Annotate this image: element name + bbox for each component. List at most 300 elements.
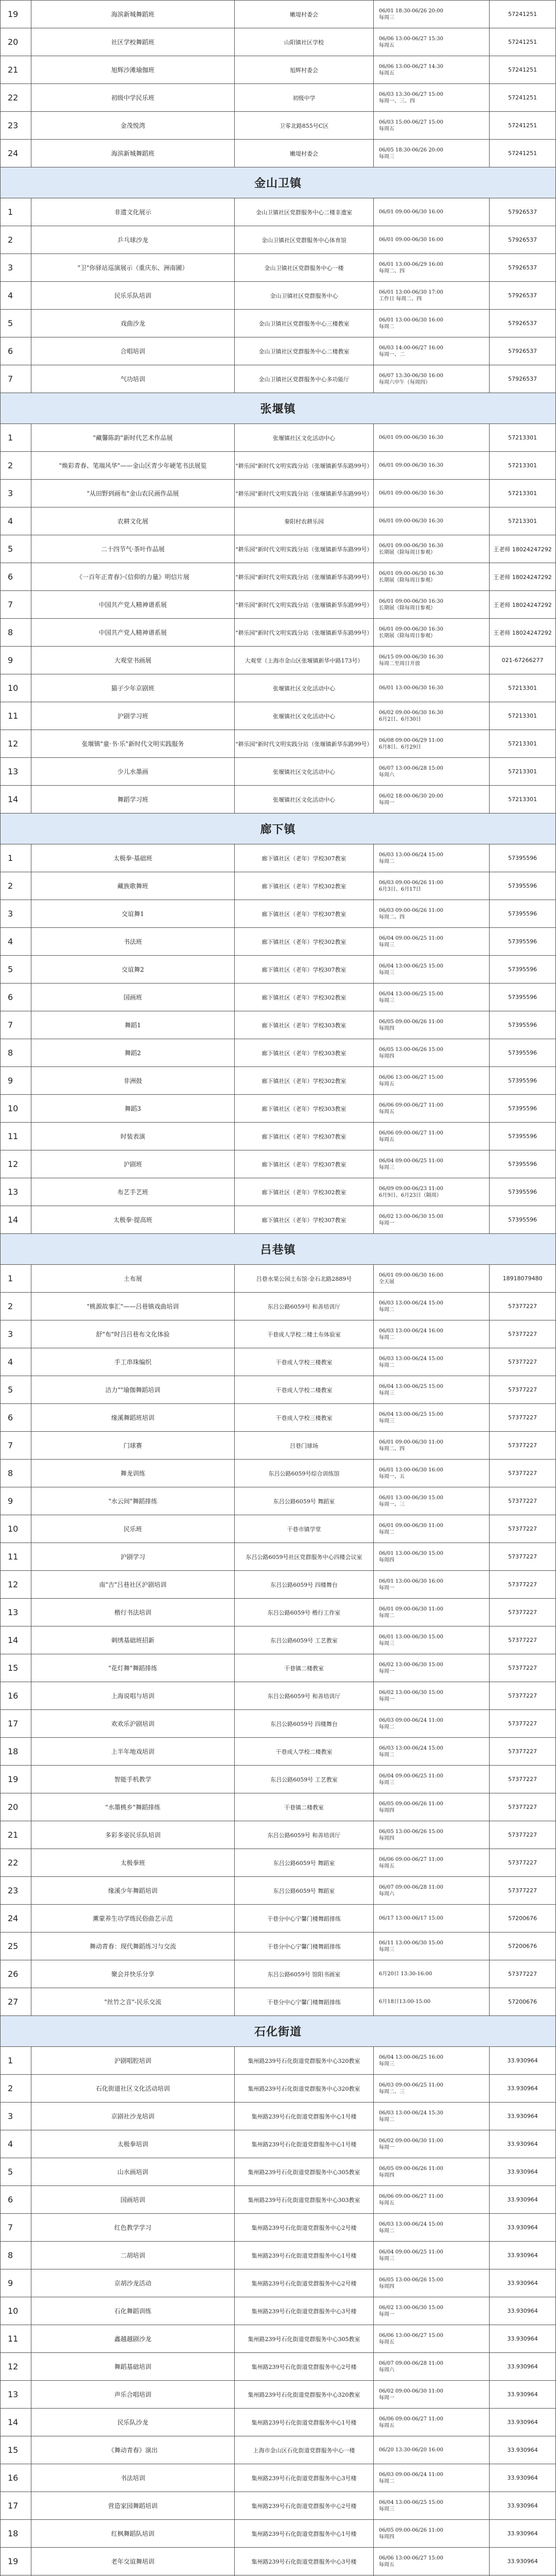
activity-location: 东吕公路6059号 舞蹈室 (234, 1877, 373, 1904)
time-range: 06/03 09:00-06/26 11:00 (379, 907, 444, 913)
table-row (0, 226, 556, 254)
contact-phone: 57395596 (489, 956, 556, 983)
time-range: 06/04 13:00-06/25 16:00 (379, 2054, 444, 2060)
time-range: 06/04 13:00-06/25 15:00 (379, 991, 444, 997)
contact-phone: 57926537 (489, 337, 556, 365)
time-range: 06/03 13:00-06/24 16:00 (379, 1328, 444, 1334)
row-number: 19 (0, 2548, 31, 2575)
table-row (0, 365, 556, 393)
row-number: 9 (0, 1487, 31, 1515)
activity-time (373, 2353, 489, 2380)
time-schedule: 每周二 (379, 2228, 394, 2234)
table-row (0, 1011, 556, 1039)
activity-name: 国画培训 (31, 2186, 234, 2213)
activity-name: 上海说唱与培训 (31, 1682, 234, 1709)
table-row (0, 1095, 556, 1123)
time-range: 06/05 18:30-06/26 20:00 (379, 147, 444, 153)
activity-time (373, 647, 489, 674)
activity-location: "耕乐园"新时代文明实践分站（张堰镇新华东路99号） (234, 563, 373, 590)
time-schedule: 每周二、四 (379, 268, 405, 274)
time-schedule: 每周一 (379, 1696, 394, 1702)
activity-time (373, 1348, 489, 1376)
contact-phone: 57241251 (489, 56, 556, 83)
activity-location: "耕乐园"新时代文明实践分站（张堰镇新华东路99号） (234, 480, 373, 507)
activity-name: 民乐班 (31, 1515, 234, 1543)
time-range: 06/01 09:00-06/30 16:30 (379, 570, 444, 577)
table-row (0, 1599, 556, 1626)
activity-location: 干巷成人学校二楼土布体验室 (234, 1320, 373, 1348)
time-range: 06/03 09:00-06/26 11:00 (379, 879, 444, 886)
contact-phone: 021-67266277 (489, 647, 556, 674)
time-range: 06/01 09:00-06/30 16:30 (379, 490, 444, 496)
activity-name: 气功培训 (31, 365, 234, 393)
activity-time (373, 2047, 489, 2074)
activity-location: 廊下镇社区（老年）学校303教室 (234, 1039, 373, 1066)
activity-name: 非遗文化展示 (31, 198, 234, 226)
time-range: 06/06 09:00-06/27 11:00 (379, 2416, 444, 2422)
activity-name: 沪剧班 (31, 1150, 234, 1178)
activity-time (373, 2409, 489, 2436)
activity-time (373, 956, 489, 983)
time-range: 06/04 09:00-06/25 11:00 (379, 935, 444, 941)
time-schedule: 每周二 (379, 1307, 394, 1313)
table-row (0, 1933, 556, 1960)
activity-location: 干巷市镇学堂 (234, 1515, 373, 1543)
activity-name: 舞蹈1 (31, 1011, 234, 1039)
activity-time (373, 702, 489, 730)
activity-name: 乒乓球沙龙 (31, 226, 234, 253)
activity-time (373, 2492, 489, 2519)
activity-name: 农耕文化展 (31, 507, 234, 535)
activity-location: 上海市金山区石化街道党群服务中心一楼 (234, 2436, 373, 2464)
activity-time (373, 984, 489, 1011)
contact-phone: 33.930964 (489, 2381, 556, 2408)
activity-time (373, 1487, 489, 1515)
time-schedule: 每周一、二 (379, 351, 405, 358)
time-schedule: 每周五 (379, 2422, 394, 2429)
activity-name: 多彩多姿民乐队培训 (31, 1821, 234, 1849)
time-schedule: 每周二、四 (379, 1446, 405, 1452)
table-row (0, 2436, 556, 2464)
table-row (0, 2214, 556, 2242)
time-range: 06/04 09:00-06/25 11:00 (379, 1158, 444, 1164)
time-schedule: 长期展（除每周日参观） (379, 577, 436, 583)
activity-time (373, 2436, 489, 2464)
time-schedule: 每周五 (379, 1109, 394, 1115)
time-range: 06/01 09:00-06/30 16:30 (379, 435, 444, 440)
activity-location: 东吕公路6059号 四楼舞台 (234, 1710, 373, 1737)
activity-name: 薰蒙养生功学练民俗曲艺示范 (31, 1905, 234, 1932)
section-header: 金山卫镇 (0, 167, 556, 198)
table-row (0, 1376, 556, 1404)
activity-location: 廊下镇社区（老年）学校307教室 (234, 1123, 373, 1150)
table-row (0, 1265, 556, 1293)
contact-phone: 57377227 (489, 1821, 556, 1849)
activity-location: 廊下镇社区（老年）学校302教室 (234, 984, 373, 1011)
time-schedule: 每周一 (379, 1668, 394, 1674)
table-row (0, 984, 556, 1011)
time-schedule: 每周三 (379, 2256, 394, 2262)
activity-time (373, 2186, 489, 2213)
time-schedule: 每周三 (379, 1164, 394, 1171)
time-schedule: 每周四 (379, 2283, 394, 2290)
row-number: 11 (0, 702, 31, 730)
activity-time (373, 1793, 489, 1821)
time-schedule: 6月8日、6月29日 (379, 744, 421, 750)
table-row (0, 2242, 556, 2269)
activity-location: "耕乐园"新时代文明实践分站（张堰镇新华东路99号） (234, 591, 373, 618)
time-schedule: 6月9日、6月23日（隔周） (379, 1192, 442, 1198)
activity-location: 东吕公路6059号 馆阳书画室 (234, 1960, 373, 1988)
table-row (0, 1682, 556, 1710)
row-number: 5 (0, 1376, 31, 1403)
time-schedule: 每周一 (379, 1220, 394, 1226)
row-number: 13 (0, 1178, 31, 1206)
activity-location: 廊下镇社区（老年）学校302教室 (234, 928, 373, 955)
time-schedule: 长期展（除每周日参观） (379, 549, 436, 555)
activity-location: 东吕公路6059号 楷行工作室 (234, 1599, 373, 1626)
table-row (0, 2492, 556, 2520)
row-number: 1 (0, 198, 31, 226)
row-number: 5 (0, 956, 31, 983)
table-row (0, 198, 556, 226)
time-range: 6月18日13:00-15:00 (379, 1999, 431, 2005)
activity-time (373, 2075, 489, 2102)
activity-location: "耕乐园"新时代文明实践分站（张堰镇新华东路99号） (234, 452, 373, 479)
activity-location: 干巷分中心宁馨门楼舞蹈排练 (234, 1988, 373, 2015)
activity-location: 廊下镇社区（老年）学校302教室 (234, 872, 373, 900)
table-row (0, 337, 556, 365)
activity-name: 手工串珠编织 (31, 1348, 234, 1376)
time-schedule: 每周三 (379, 1780, 394, 1786)
contact-phone: 57241251 (489, 140, 556, 167)
time-schedule: 每周三 (379, 997, 394, 1004)
table-row (0, 1654, 556, 1682)
activity-name: 中国共产党人精神谱系展 (31, 619, 234, 646)
activity-location: 干巷分中心宁馨门楼舞蹈排练 (234, 1905, 373, 1932)
table-row (0, 1766, 556, 1793)
row-number: 13 (0, 758, 31, 785)
time-schedule: 每周五 (379, 2200, 394, 2206)
time-schedule: 每周二 (379, 1724, 394, 1730)
time-range: 06/07 09:00-06/28 11:00 (379, 1884, 444, 1890)
row-number: 22 (0, 1849, 31, 1876)
activity-location: 廊下镇社区（老年）学校307教室 (234, 1206, 373, 1233)
contact-phone: 57395596 (489, 1178, 556, 1206)
contact-phone: 57213301 (489, 702, 556, 730)
row-number: 3 (0, 2103, 31, 2130)
time-schedule: 每周四 (379, 1025, 394, 1031)
time-range: 06/01 13:00-06/30 15:00 (379, 1550, 444, 1556)
row-number: 19 (0, 1, 31, 28)
activity-location: 干巷成人学校二楼教室 (234, 1376, 373, 1403)
time-schedule: 每周四 (379, 1835, 394, 1841)
activity-time (373, 2269, 489, 2297)
activity-name: "水云间"舞蹈排练 (31, 1487, 234, 1515)
activity-location: 廊下镇社区（老年）学校307教室 (234, 900, 373, 927)
contact-phone: 33.930964 (489, 2436, 556, 2464)
activity-time (373, 535, 489, 563)
table-row (0, 112, 556, 140)
activity-location: 金山卫镇社区党群服务中心二楼非遗室 (234, 198, 373, 226)
time-range: 06/01 13:00-06/30 16:00 (379, 1578, 444, 1584)
time-schedule: 每周四 (379, 2172, 394, 2178)
time-range: 06/02 18:00-06/30 20:00 (379, 793, 444, 799)
time-range: 06/02 09:00-06/30 11:00 (379, 2138, 444, 2144)
row-number: 18 (0, 2520, 31, 2547)
contact-phone: 57377227 (489, 1626, 556, 1654)
row-number: 8 (0, 1039, 31, 1066)
contact-phone: 57377227 (489, 1738, 556, 1765)
time-schedule: 每周五 (379, 1137, 394, 1143)
activity-name: 大观堂书画展 (31, 647, 234, 674)
contact-phone: 57377227 (489, 1515, 556, 1543)
activity-name: 交谊舞1 (31, 900, 234, 927)
activity-time (373, 872, 489, 900)
activity-time (373, 1738, 489, 1765)
contact-phone: 33.930964 (489, 2047, 556, 2074)
activity-time (373, 84, 489, 111)
contact-phone: 57213301 (489, 480, 556, 507)
activity-time (373, 254, 489, 281)
row-number: 18 (0, 1738, 31, 1765)
activity-location: 干巷分中心宁馨门楼舞蹈排练 (234, 1933, 373, 1960)
time-schedule: 工作日 每周二、四 (379, 296, 422, 302)
activity-name: 山水画培训 (31, 2158, 234, 2185)
activity-time (373, 1178, 489, 1206)
table-row (0, 56, 556, 84)
contact-phone: 57377227 (489, 1320, 556, 1348)
contact-phone: 57377227 (489, 1710, 556, 1737)
contact-phone: 57395596 (489, 1039, 556, 1066)
activity-time (373, 1682, 489, 1709)
table-row (0, 2186, 556, 2214)
time-schedule: 每周二至周日开放 (379, 660, 420, 667)
contact-phone: 57395596 (489, 872, 556, 900)
time-range: 06/03 09:00-06/24 11:00 (379, 2471, 444, 2478)
contact-phone: 33.930964 (489, 2130, 556, 2158)
activity-time (373, 1543, 489, 1570)
activity-location: 集州路239号石化街道党群服务中心305教室 (234, 2158, 373, 2185)
contact-phone: 57926537 (489, 365, 556, 393)
table-row (0, 1, 556, 28)
table-row (0, 480, 556, 507)
table-row (0, 928, 556, 956)
activity-name: "花灯舞"舞蹈排练 (31, 1654, 234, 1682)
activity-location: 初级中学 (234, 84, 373, 111)
activity-name: 舞蹈3 (31, 1095, 234, 1122)
activity-time (373, 1571, 489, 1598)
activity-name: "焕彩青春、笔端风华"——金山区青少年硬笔书法展览 (31, 452, 234, 479)
contact-phone: 57213301 (489, 786, 556, 813)
activity-time (373, 563, 489, 590)
time-schedule: 每周二、四 (379, 914, 405, 920)
time-schedule: 每周三 (379, 1640, 394, 1647)
activity-time (373, 507, 489, 535)
time-range: 06/20 13:30-06/20 16:00 (379, 2447, 444, 2453)
time-schedule: 每周一 (379, 2311, 394, 2317)
activity-name: 太极拳班 (31, 1849, 234, 1876)
table-row (0, 507, 556, 535)
contact-phone: 57395596 (489, 900, 556, 927)
contact-phone: 57241251 (489, 28, 556, 56)
activity-name: 欢欢乐沪剧培训 (31, 1710, 234, 1737)
contact-phone: 王老师 18024247292 (489, 619, 556, 646)
contact-phone: 33.930964 (489, 2214, 556, 2241)
time-schedule: 每周一、三、四 (379, 98, 415, 104)
activity-location: 干巷镇二楼教室 (234, 1793, 373, 1821)
activity-time (373, 1460, 489, 1487)
table-row (0, 28, 556, 56)
row-number: 7 (0, 365, 31, 393)
activity-name: 门球赛 (31, 1432, 234, 1459)
row-number: 14 (0, 2409, 31, 2436)
time-range: 06/03 13:00-06/24 15:00 (379, 1300, 444, 1306)
time-range: 06/04 09:00-06/25 11:00 (379, 1773, 444, 1779)
activity-location: 东吕公路6059号 舞蹈室 (234, 1487, 373, 1515)
activity-name: 太极拳·提高班 (31, 1206, 234, 1233)
activity-name: 沪剧唱腔培训 (31, 2047, 234, 2074)
row-number: 1 (0, 1265, 31, 1292)
row-number: 10 (0, 1515, 31, 1543)
contact-phone: 57377227 (489, 1682, 556, 1709)
contact-phone: 57377227 (489, 1376, 556, 1403)
activity-name: "藏馨陈韵"新时代艺术作品展 (31, 424, 234, 451)
contact-phone: 57377227 (489, 1432, 556, 1459)
time-range: 06/01 09:00-06/30 16:00 (379, 237, 444, 243)
activity-name: 鑫越越剧沙龙 (31, 2325, 234, 2352)
contact-phone: 57395596 (489, 984, 556, 1011)
activity-name: 《舞动青春》演出 (31, 2436, 234, 2464)
activity-name: 红色教学学习 (31, 2214, 234, 2241)
time-range: 06/06 09:00-06/27 11:00 (379, 1102, 444, 1108)
row-number: 8 (0, 619, 31, 646)
table-row (0, 1404, 556, 1432)
row-number: 4 (0, 507, 31, 535)
activity-location: 东吕公路6059号 四楼舞台 (234, 1571, 373, 1598)
row-number: 15 (0, 2436, 31, 2464)
activity-location: "耕乐园"新时代文明实践分站（张堰镇新华东路99号） (234, 619, 373, 646)
time-schedule: 每周五 (379, 1081, 394, 1087)
contact-phone: 57377227 (489, 1460, 556, 1487)
time-schedule: 每周一、五 (379, 1473, 405, 1480)
activity-time (373, 2325, 489, 2352)
time-range: 06/07 13:00-06/28 15:00 (379, 765, 444, 771)
time-range: 06/01 09:00-06/30 16:30 (379, 543, 444, 549)
activity-time (373, 310, 489, 337)
section-header: 张堰镇 (0, 393, 556, 424)
contact-phone: 33.930964 (489, 2075, 556, 2102)
time-schedule: 每周一 (379, 800, 394, 806)
activity-location: 干巷成人学校三楼教室 (234, 1348, 373, 1376)
contact-phone: 57395596 (489, 1206, 556, 1233)
table-row (0, 2297, 556, 2325)
activity-time (373, 2242, 489, 2269)
table-row (0, 1738, 556, 1766)
table-row (0, 2325, 556, 2353)
activity-name: 旭辉沙滩瑜伽班 (31, 56, 234, 83)
activity-location: 廊下镇社区（老年）学校303教室 (234, 1011, 373, 1039)
activity-time (373, 1150, 489, 1178)
activity-name: 舞动青春：现代舞蹈练习与交流 (31, 1933, 234, 1960)
activity-name: "丝竹之音"-民乐交流 (31, 1988, 234, 2015)
contact-phone: 57926537 (489, 226, 556, 253)
activity-location: 集州路239号石化街道党群服务中心3号楼 (234, 2464, 373, 2492)
row-number: 21 (0, 56, 31, 83)
row-number: 11 (0, 1543, 31, 1570)
time-range: 06/03 09:00-06/24 11:00 (379, 1717, 444, 1723)
activity-location: 吕巷门球场 (234, 1432, 373, 1459)
row-number: 11 (0, 1123, 31, 1150)
time-schedule: 每周三 (379, 1390, 394, 1396)
activity-name: 时装表演 (31, 1123, 234, 1150)
contact-phone: 57395596 (489, 1150, 556, 1178)
table-row (0, 1626, 556, 1654)
activity-name: 布艺手艺班 (31, 1178, 234, 1206)
activity-name: 太极拳·基础班 (31, 844, 234, 872)
activity-name: 少儿水墨画 (31, 758, 234, 785)
table-row (0, 872, 556, 900)
table-row (0, 1543, 556, 1571)
activity-name: 海滨新城舞蹈班 (31, 140, 234, 167)
contact-phone: 57377227 (489, 1849, 556, 1876)
activity-location: 东吕公路6059号综合训练馆 (234, 1460, 373, 1487)
contact-phone: 57377227 (489, 1793, 556, 1821)
row-number: 20 (0, 1793, 31, 1821)
activity-name: 南"吉"吕巷社区沪剧培训 (31, 1571, 234, 1598)
activity-location: 集州路239号石化街道党群服务中心3号楼 (234, 2297, 373, 2325)
activity-name: "水墨桃乡"舞蹈排练 (31, 1793, 234, 1821)
activity-time (373, 140, 489, 167)
activity-time (373, 1960, 489, 1988)
row-number: 21 (0, 1821, 31, 1849)
activity-location: 大观堂（上海市金山区张堰镇新华中路173号） (234, 647, 373, 674)
activity-time (373, 2381, 489, 2408)
row-number: 26 (0, 1960, 31, 1988)
activity-time (373, 282, 489, 309)
activity-name: 中国共产党人精神谱系展 (31, 591, 234, 618)
row-number: 5 (0, 535, 31, 563)
activity-name: 沪剧学习班 (31, 702, 234, 730)
table-row (0, 702, 556, 730)
activity-location: 张堰镇社区文化活动中心 (234, 424, 373, 451)
time-schedule: 每周三 (379, 1946, 394, 1953)
activity-name: 缘溪舞蹈班培训 (31, 1404, 234, 1431)
time-range: 06/03 13:00-06/24 15:00 (379, 1745, 444, 1751)
table-row (0, 1067, 556, 1095)
table-row (0, 1571, 556, 1599)
activity-time (373, 1988, 489, 2015)
activity-time (373, 1877, 489, 1904)
row-number: 7 (0, 1432, 31, 1459)
row-number: 10 (0, 1095, 31, 1122)
activity-name: 舞蹈基础培训 (31, 2353, 234, 2380)
contact-phone: 57241251 (489, 112, 556, 139)
contact-phone: 33.930964 (489, 2186, 556, 2213)
activity-name: 二十四节气·茶叶作品展 (31, 535, 234, 563)
table-row (0, 2047, 556, 2075)
activity-time (373, 1206, 489, 1233)
table-row (0, 1905, 556, 1933)
activity-time (373, 1067, 489, 1094)
table-row (0, 1432, 556, 1460)
contact-phone: 33.930964 (489, 2325, 556, 2352)
activity-location: 集州路239号石化街道党群服务中心320教室 (234, 2075, 373, 2102)
activity-location: 集州路239号石化街道党群服务中心2号楼 (234, 2492, 373, 2519)
time-schedule: 每周二 (379, 858, 394, 865)
contact-phone: 57377227 (489, 1348, 556, 1376)
activity-time (373, 786, 489, 813)
